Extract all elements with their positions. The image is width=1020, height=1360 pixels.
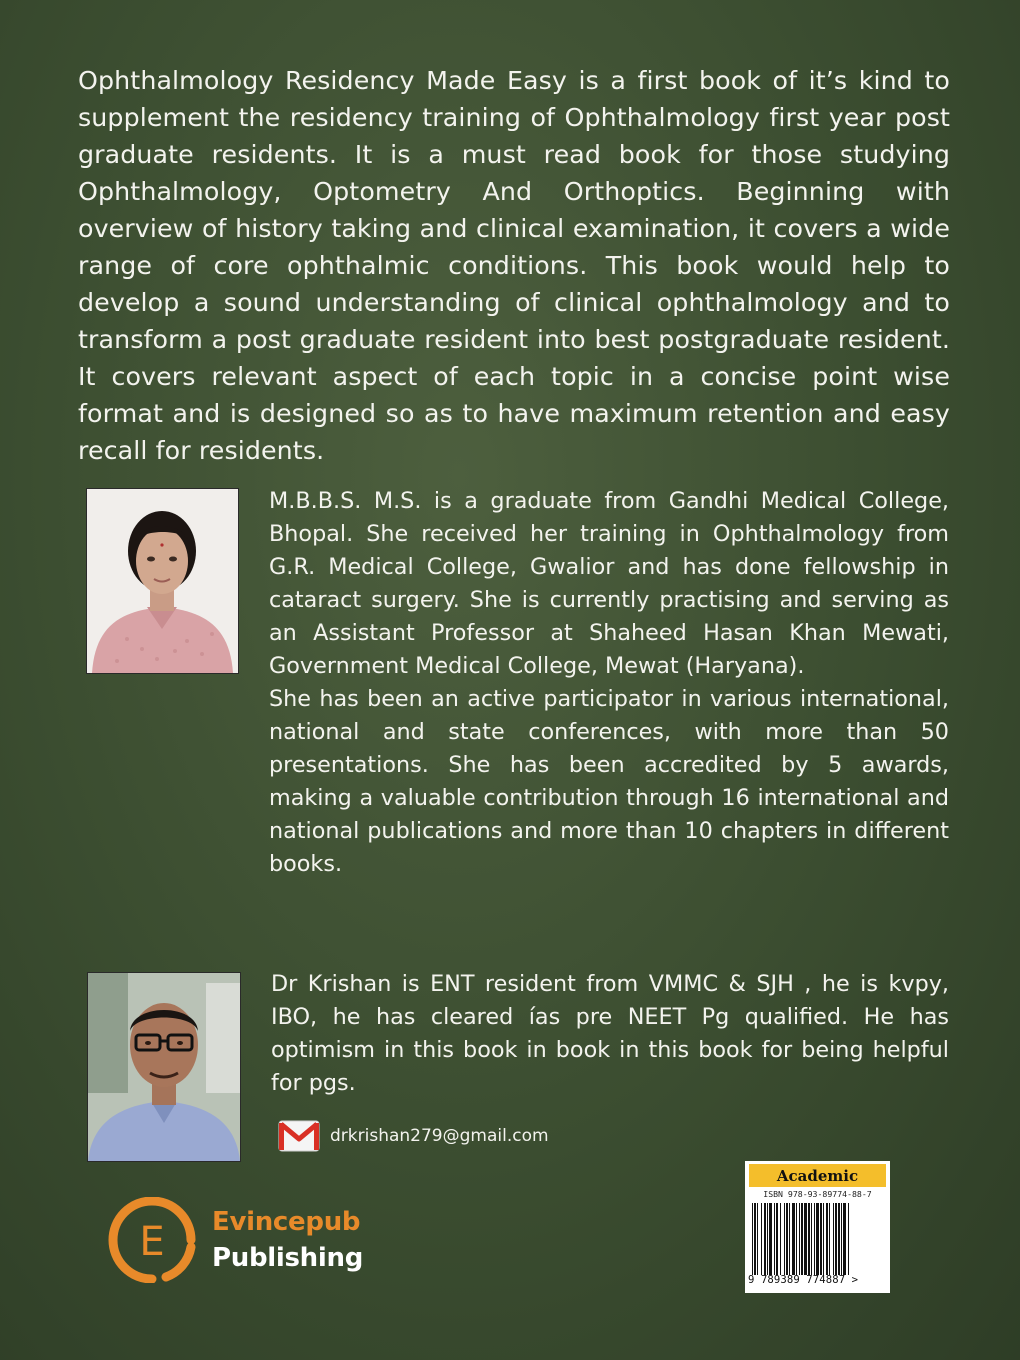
publisher-name: Evincepub	[212, 1207, 361, 1237]
author-2-bio: Dr Krishan is ENT resident from VMMC & SJH , he is kvpy, IBO, he has cleared ías pre NEET Pg qualified. He has optimism in this book in book in this book for being helpful for pgs.	[271, 971, 949, 1096]
author-1-bio-paragraph-1: M.B.B.S. M.S. is a graduate from Gandhi Medical College, Bhopal. She received her training in Ophthalmology from G.R. Medical College, Gwalior and has done fellowship in cataract surgery. She is currently practising and serving as an Assistant Professor at Shaheed Hasan Khan Mewati, Government Medical College, Mewat (Haryana).	[269, 488, 949, 679]
book-category-label: Academic	[749, 1164, 886, 1187]
isbn-barcode-box	[745, 1161, 890, 1293]
gmail-icon	[278, 1119, 320, 1153]
author-1-photo	[86, 488, 239, 674]
email-row	[278, 1118, 549, 1154]
isbn-text: ISBN 978-93-89774-88-7	[763, 1189, 872, 1199]
author-1-portrait	[87, 489, 238, 673]
author-1-bio	[269, 485, 949, 881]
barcode-digits: 9 789389 774887 >	[748, 1274, 859, 1286]
publisher-logo-icon	[104, 1197, 200, 1283]
author-2-photo	[87, 972, 241, 1162]
publisher-logo	[104, 1197, 364, 1283]
author-2-portrait	[88, 973, 240, 1161]
author-1-bio-paragraph-2: She has been an active participator in various international, national and state conferences, with more than 50 presentations. She has been accredited by 5 awards, making a valuable contribution through 16 international and national publications and more than 10 chapters in different books.	[269, 686, 949, 877]
publisher-subname: Publishing	[212, 1243, 364, 1273]
barcode	[752, 1203, 883, 1275]
book-blurb: Ophthalmology Residency Made Easy is a first book of it’s kind to supplement the residency training of Ophthalmology first year post graduate residents. It is a must read book for those studying Ophthalmology, Optometry And Orthoptics. Beginning with overview of history taking and clinical examination, it covers a wide range of core ophthalmic conditions. This book would help to develop a sound understanding of clinical ophthalmology and to transform a post graduate resident into best postgraduate resident. It covers relevant aspect of each topic in a concise point wise format and is designed so as to have maximum retention and easy recall for residents.	[78, 66, 950, 465]
author-2-email[interactable]: drkrishan279@gmail.com	[330, 1126, 549, 1146]
publisher-logo-letter: E	[139, 1219, 165, 1265]
